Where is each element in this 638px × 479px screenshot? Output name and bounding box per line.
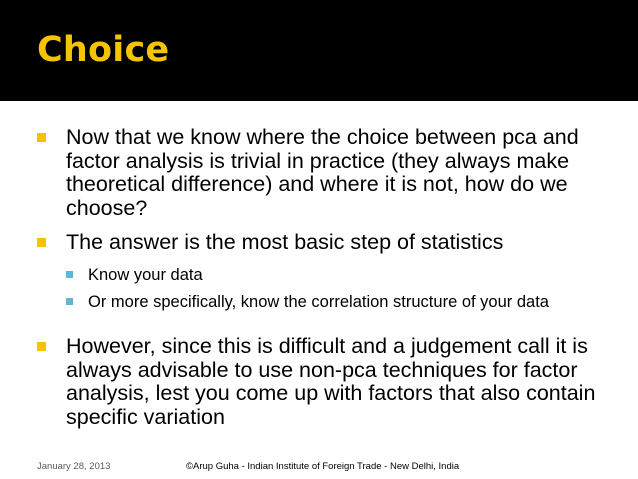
footer-date: January 28, 2013 [37,461,111,472]
bullet-item [37,126,597,220]
bullet-item [37,335,597,429]
sub-bullet-item [66,265,596,285]
square-bullet-icon [37,342,46,351]
bullet-item [37,231,597,255]
bullet-text: Now that we know where the choice between pca and factor analysis is trivial in practice (they always make theoretical difference) and where it is not, how do we choose? [66,125,579,220]
bullet-text: However, since this is difficult and a judgement call it is always advisable to use non-pca techniques for factor analysis, lest you come up with factors that also contain specific variation [66,334,596,429]
slide-title: Choice [37,30,170,70]
square-bullet-icon [37,238,46,247]
square-sub-bullet-icon [66,298,73,305]
sub-bullet-text: Or more specifically, know the correlation structure of your data [88,293,549,311]
sub-bullet-item [66,292,596,312]
square-bullet-icon [37,133,46,142]
square-sub-bullet-icon [66,271,73,278]
footer-credit: ©Arup Guha - Indian Institute of Foreign Trade - New Delhi, India [186,461,460,472]
title-band [0,0,638,101]
bullet-text: The answer is the most basic step of statistics [66,230,504,254]
sub-bullet-text: Know your data [88,266,203,284]
